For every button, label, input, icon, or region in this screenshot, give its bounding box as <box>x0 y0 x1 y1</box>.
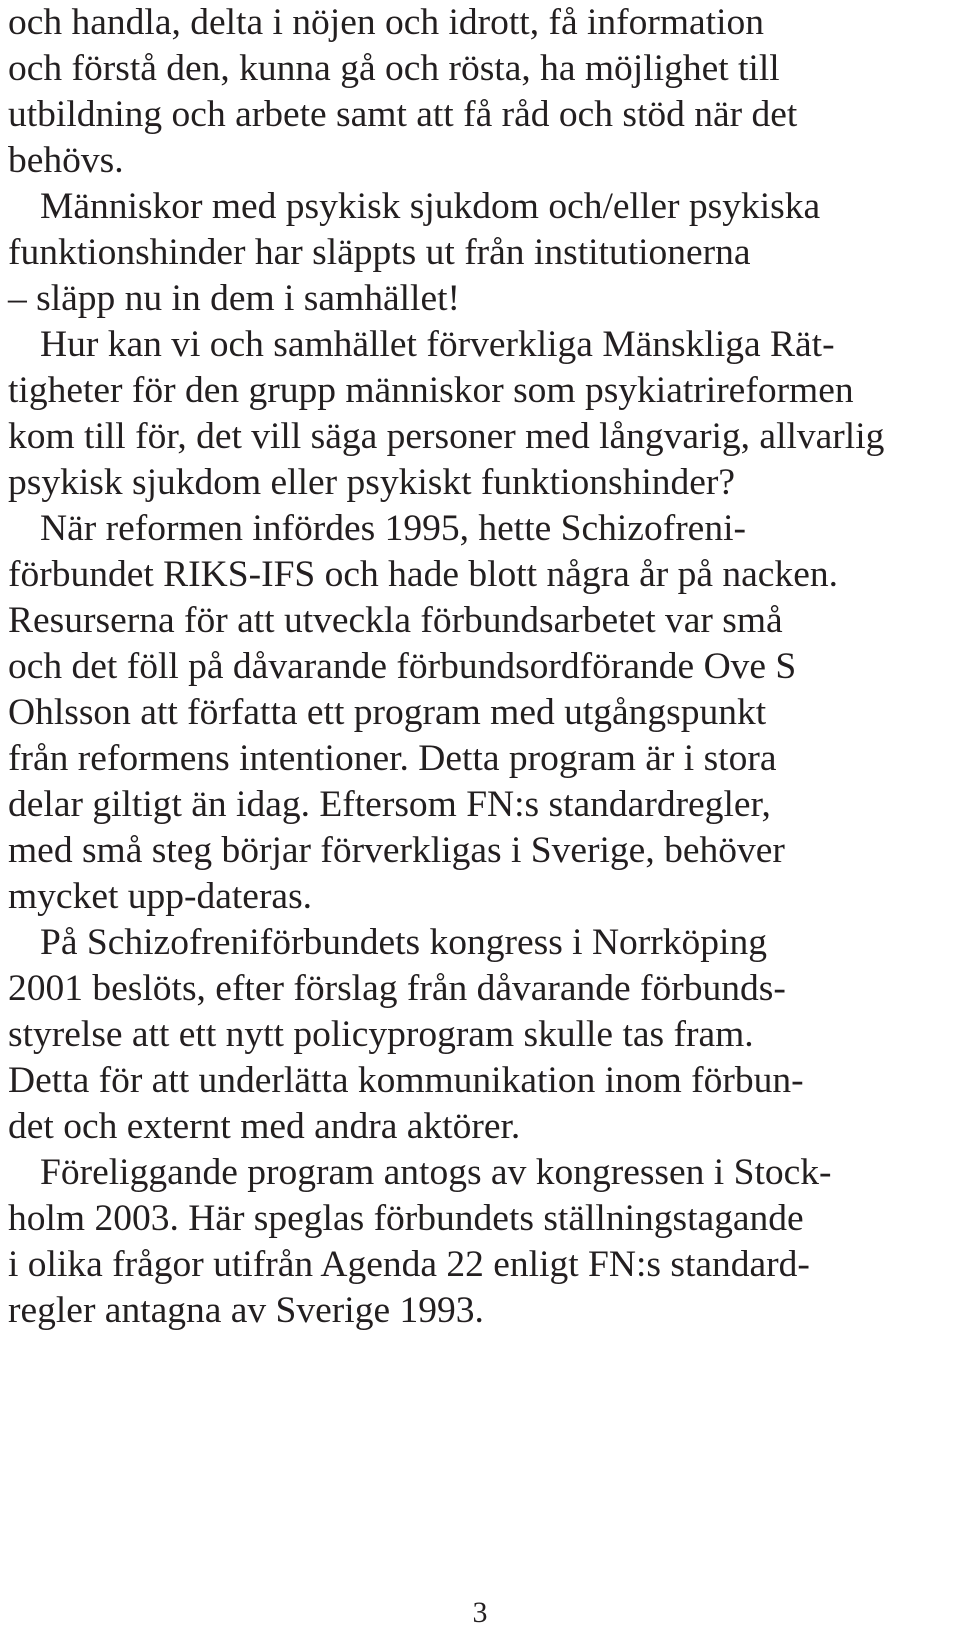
text-line: funktionshinder har släppts ut från institutionerna <box>8 232 751 273</box>
text-line: och förstå den, kunna gå och rösta, ha möjlighet till <box>8 48 780 89</box>
text-line: – släpp nu in dem i samhället! <box>8 278 460 319</box>
body-text <box>8 0 952 1334</box>
page-number: 3 <box>472 1596 488 1629</box>
text-line: det och externt med andra aktörer. <box>8 1106 521 1147</box>
text-line: behövs. <box>8 140 124 181</box>
text-line: Föreliggande program antogs av kongressen i Stock- <box>40 1152 832 1193</box>
text-line: holm 2003. Här speglas förbundets ställningstagande <box>8 1198 804 1239</box>
text-line: och handla, delta i nöjen och idrott, få information <box>8 2 765 43</box>
text-line: Resurserna för att utveckla förbundsarbetet var små <box>8 600 783 641</box>
text-line: i olika frågor utifrån Agenda 22 enligt FN:s standard- <box>8 1244 810 1285</box>
document-page <box>8 0 952 1645</box>
text-line: delar giltigt än idag. Eftersom FN:s standardregler, <box>8 784 771 825</box>
text-line: mycket upp-dateras. <box>8 876 313 917</box>
text-line: styrelse att ett nytt policyprogram skulle tas fram. <box>8 1014 754 1055</box>
text-line: Hur kan vi och samhället förverkliga Mänskliga Rät- <box>40 324 835 365</box>
text-line: och det föll på dåvarande förbundsordförande Ove S <box>8 646 797 687</box>
text-line: förbundet RIKS-IFS och hade blott några år på nacken. <box>8 554 838 595</box>
text-line: psykisk sjukdom eller psykiskt funktionshinder? <box>8 462 736 503</box>
text-line: tigheter för den grupp människor som psykiatrireformen <box>8 370 854 411</box>
text-line: med små steg börjar förverkligas i Sverige, behöver <box>8 830 785 871</box>
text-line: från reformens intentioner. Detta program är i stora <box>8 738 777 779</box>
text-line: Ohlsson att författa ett program med utgångspunkt <box>8 692 767 733</box>
text-line: Människor med psykisk sjukdom och/eller psykiska <box>40 186 821 227</box>
text-line: regler antagna av Sverige 1993. <box>8 1290 484 1331</box>
text-line: På Schizofreniförbundets kongress i Norrköping <box>40 922 767 963</box>
text-line: 2001 beslöts, efter förslag från dåvarande förbunds- <box>8 968 786 1009</box>
text-line: utbildning och arbete samt att få råd och stöd när det <box>8 94 798 135</box>
text-line: När reformen infördes 1995, hette Schizofreni- <box>40 508 746 549</box>
text-line: kom till för, det vill säga personer med långvarig, allvarlig <box>8 416 885 457</box>
text-line: Detta för att underlätta kommunikation inom förbun- <box>8 1060 804 1101</box>
